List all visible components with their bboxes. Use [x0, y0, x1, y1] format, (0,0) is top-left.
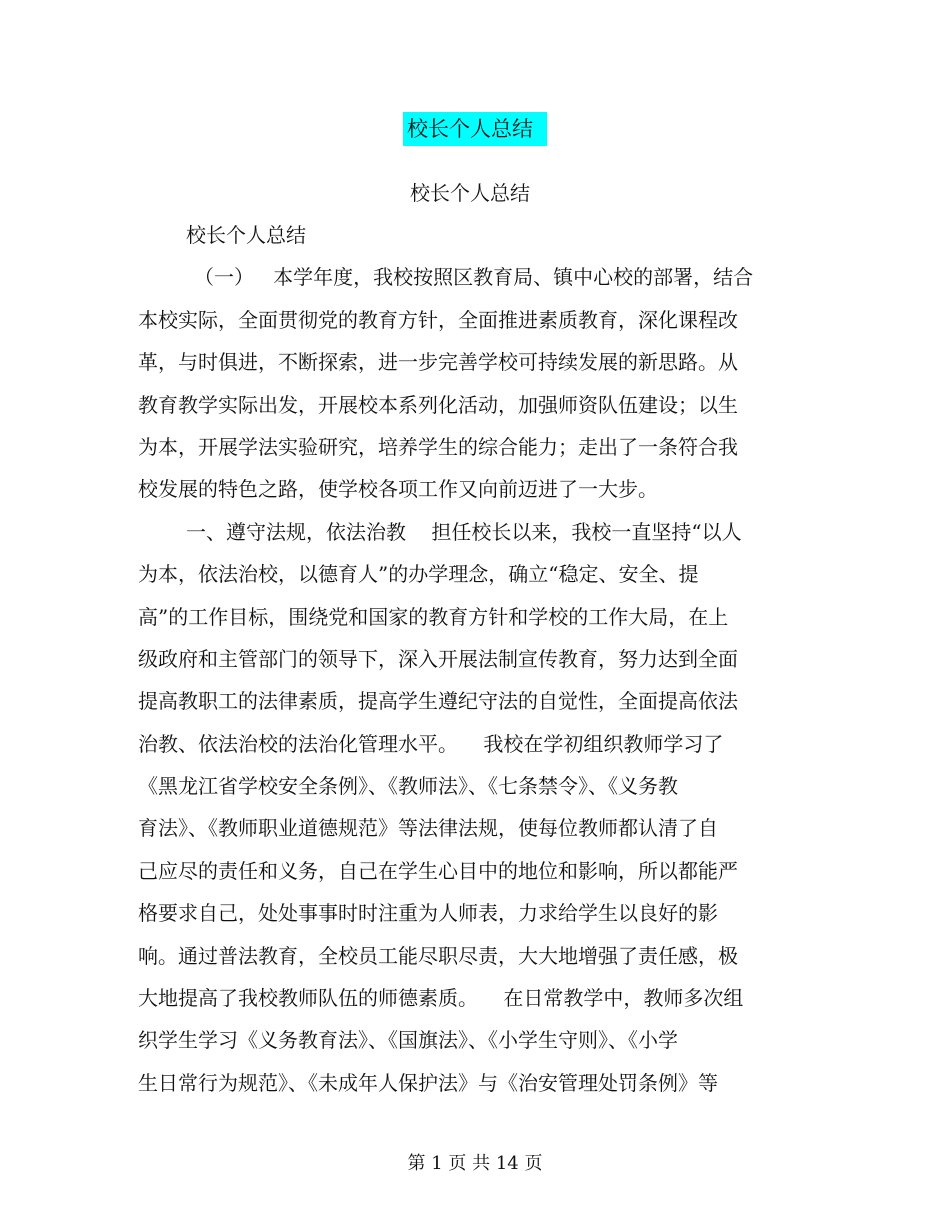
body-line: 提高教职工的法律素质，提高学生遵纪守法的自觉性，全面提高依法	[138, 689, 738, 714]
body-line: 教育教学实际出发，开展校本系列化活动，加强师资队伍建设；以生	[138, 392, 738, 417]
body-line: 响。通过普法教育，全校员工能尽职尽责，大大地增强了责任感，极	[138, 943, 738, 968]
body-line: 格要求自己，处处事事时时注重为人师表，力求给学生以良好的影	[138, 901, 718, 926]
body-line: 织学生学习《义务教育法》、《国旗法》、《小学生守则》、《小学	[138, 1028, 678, 1053]
body-line: 高”的工作目标，围绕党和国家的教育方针和学校的工作大局，在上	[138, 604, 729, 629]
body-line: 一、遵守法规，依法治教 担任校长以来，我校一直坚持“以人	[186, 519, 742, 544]
body-line: 校发展的特色之路，使学校各项工作又向前迈进了一大步。	[138, 477, 658, 502]
body-line: 为本，依法治校，以德育人”的办学理念，确立“稳定、安全、提	[138, 562, 699, 587]
body-line: 治教、依法治校的法治化管理水平。 我校在学初组织教师学习了	[138, 731, 724, 756]
title-container	[0, 112, 950, 146]
page-footer: 第 1 页 共 14 页	[407, 1153, 543, 1174]
body-line: 革，与时俱进，不断探索，进一步完善学校可持续发展的新思路。从	[138, 350, 738, 375]
body-line: 《黑龙江省学校安全条例》、《教师法》、《七条禁令》、《义务教	[138, 774, 678, 799]
body-line: 校长个人总结	[186, 223, 306, 247]
body-text	[138, 218, 788, 1108]
body-line: 本校实际，全面贯彻党的教育方针，全面推进素质教育，深化课程改	[138, 307, 738, 332]
body-line: 己应尽的责任和义务，自己在学生心目中的地位和影响，所以都能严	[138, 858, 738, 883]
body-line: 大地提高了我校教师队伍的师德素质。 在日常教学中，教师多次组	[138, 986, 744, 1011]
body-line: 为本，开展学法实验研究，培养学生的综合能力；走出了一条符合我	[138, 434, 738, 459]
body-line: 级政府和主管部门的领导下，深入开展法制宣传教育，努力达到全面	[138, 646, 738, 671]
body-line: （一） 本学年度，我校按照区教育局、镇中心校的部署，结合	[194, 265, 754, 290]
body-line: 育法》、《教师职业道德规范》等法律法规，使每位教师都认清了自	[138, 816, 718, 841]
document-title: 校长个人总结	[403, 112, 547, 146]
document-subtitle: 校长个人总结	[410, 181, 530, 205]
body-line: 生日常行为规范》、《未成年人保护法》与《治安管理处罚条例》等	[138, 1070, 718, 1095]
